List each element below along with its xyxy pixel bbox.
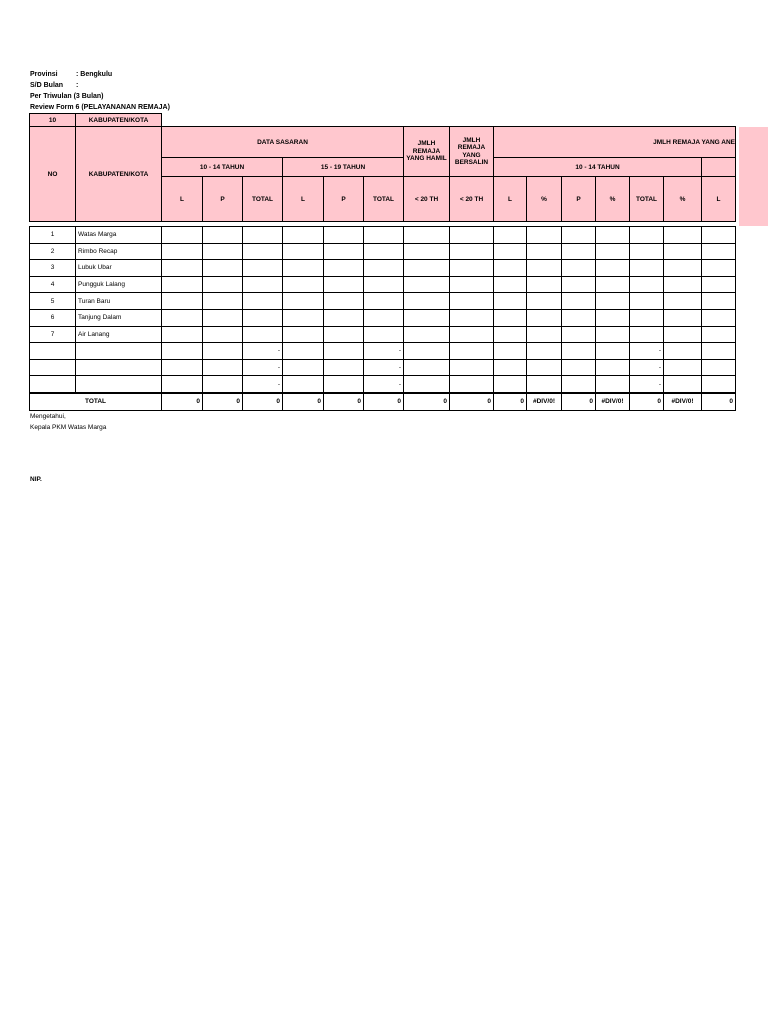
total-cell: 0 xyxy=(203,393,243,411)
provinsi-label: Provinsi xyxy=(30,71,58,78)
group-anemia: JMLH REMAJA YANG ANE xyxy=(494,127,736,158)
row-no: 6 xyxy=(30,309,76,326)
row-name: Watas Marga xyxy=(76,227,162,244)
table-row xyxy=(30,309,736,326)
report-table xyxy=(29,113,736,411)
sub-p-1: P xyxy=(203,177,243,222)
total-cell: 0 xyxy=(162,393,203,411)
nip-text: NIP. xyxy=(30,476,42,483)
group-data-sasaran: DATA SASARAN xyxy=(162,127,404,158)
row-no: 2 xyxy=(30,243,76,260)
total-cell: 0 xyxy=(283,393,324,411)
col-header-no: NO xyxy=(30,127,76,222)
age-10-14-anemia: 10 - 14 TAHUN xyxy=(494,158,702,177)
sub-total-1: TOTAL xyxy=(243,177,283,222)
table-row xyxy=(30,293,736,310)
header-provinsi xyxy=(30,70,112,79)
dash-cell: - xyxy=(630,376,664,393)
header-review-form: Review Form 6 (PELAYANANAN REMAJA) xyxy=(30,104,170,111)
row-name: Tanjung Dalam xyxy=(76,309,162,326)
sub-lt20-bersalin: < 20 TH xyxy=(450,177,494,222)
row-name: Lubuk Ubar xyxy=(76,260,162,277)
header-overflow-fill xyxy=(739,127,768,226)
sub2-total: TOTAL xyxy=(630,177,664,222)
row-name: Air Lanang xyxy=(76,326,162,343)
total-cell: 0 xyxy=(404,393,450,411)
age-15-19: 15 - 19 TAHUN xyxy=(283,158,404,177)
row-name: Turan Baru xyxy=(76,293,162,310)
total-cell: 0 xyxy=(364,393,404,411)
col-header-kab: KABUPATEN/KOTA xyxy=(76,127,162,222)
age-10-14: 10 - 14 TAHUN xyxy=(162,158,283,177)
total-cell: 0 xyxy=(630,393,664,411)
total-cell: 0 xyxy=(450,393,494,411)
total-cell: #DIV/0! xyxy=(527,393,562,411)
sub2-pct-3: % xyxy=(664,177,702,222)
row-no: 3 xyxy=(30,260,76,277)
header-per-triwulan: Per Triwulan (3 Bulan) xyxy=(30,93,104,100)
sub-total-2: TOTAL xyxy=(364,177,404,222)
age-next-anemia xyxy=(702,158,736,177)
sd-bulan-value: : xyxy=(76,82,79,89)
row-no: 1 xyxy=(30,227,76,244)
sub-lt20-hamil: < 20 TH xyxy=(404,177,450,222)
table-row xyxy=(30,243,736,260)
provinsi-value: : Bengkulu xyxy=(76,71,113,78)
group-hamil: JMLH REMAJA YANG HAMIL xyxy=(404,127,450,177)
total-cell: 0 xyxy=(702,393,736,411)
dash-cell: - xyxy=(364,359,404,376)
sub-l-2: L xyxy=(283,177,324,222)
table-row-empty xyxy=(30,343,736,360)
table-row-empty xyxy=(30,376,736,393)
top-row-kab: KABUPATEN/KOTA xyxy=(76,114,162,127)
group-bersalin: JMLH REMAJA YANG BERSALIN xyxy=(450,127,494,177)
row-no: 7 xyxy=(30,326,76,343)
sub2-pct-1: % xyxy=(527,177,562,222)
total-cell: 0 xyxy=(562,393,596,411)
sub-l-1: L xyxy=(162,177,203,222)
total-cell: 0 xyxy=(324,393,364,411)
table-row-empty xyxy=(30,359,736,376)
sub-p-2: P xyxy=(324,177,364,222)
header-row-1 xyxy=(30,127,736,158)
table-row xyxy=(30,260,736,277)
total-cell: #DIV/0! xyxy=(596,393,630,411)
dash-cell: - xyxy=(364,343,404,360)
sub2-pct-2: % xyxy=(596,177,630,222)
dash-cell: - xyxy=(630,343,664,360)
row-no: 5 xyxy=(30,293,76,310)
header-sd-bulan xyxy=(30,81,78,90)
total-cell: 0 xyxy=(494,393,527,411)
dash-cell: - xyxy=(243,343,283,360)
row-name: Rimbo Recap xyxy=(76,243,162,260)
dash-cell: - xyxy=(364,376,404,393)
total-cell: #DIV/0! xyxy=(664,393,702,411)
dash-cell: - xyxy=(630,359,664,376)
row-no: 4 xyxy=(30,276,76,293)
sub2-p: P xyxy=(562,177,596,222)
table-row xyxy=(30,326,736,343)
top-row-no: 10 xyxy=(30,114,76,127)
sub2-l-next: L xyxy=(702,177,736,222)
total-cell: 0 xyxy=(243,393,283,411)
table-row xyxy=(30,227,736,244)
kepala-text: Kepala PKM Watas Marga xyxy=(30,424,107,431)
total-row xyxy=(30,393,736,411)
dash-cell: - xyxy=(243,359,283,376)
sub2-l: L xyxy=(494,177,527,222)
mengetahui-text: Mengetahui, xyxy=(30,413,66,420)
top-row xyxy=(30,114,736,127)
dash-cell: - xyxy=(243,376,283,393)
table-row xyxy=(30,276,736,293)
row-name: Pungguk Lalang xyxy=(76,276,162,293)
total-label: TOTAL xyxy=(30,393,162,411)
sd-bulan-label: S/D Bulan xyxy=(30,82,64,89)
